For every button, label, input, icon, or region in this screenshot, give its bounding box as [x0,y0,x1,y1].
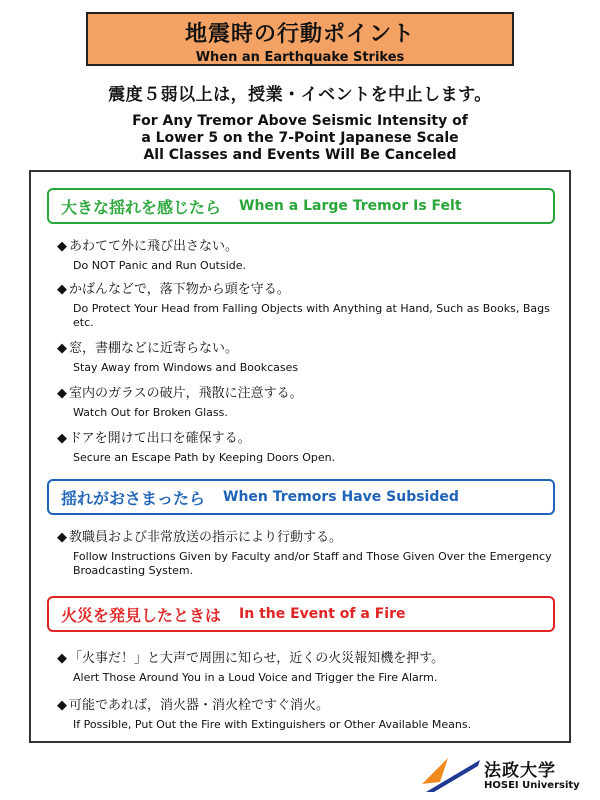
notice-en-line-2: a Lower 5 on the 7-Point Japanese Scale [141,130,459,146]
item-jp: ◆ 「火事だ！」と大声で周囲に知らせ，近くの火災報知機を押す。 [57,650,557,667]
item-en: Do Protect Your Head from Falling Objects with Anything at Hand, Such as Books, Bags etc. [73,302,550,329]
list-item [57,340,557,375]
page-title: 地震時の行動ポイント [184,22,415,47]
item-jp: ◆ 窓，書棚などに近寄らない。 [57,340,557,357]
notice-en [0,113,600,164]
section-title-jp: 火災を発見したときは [61,605,222,625]
list-item [57,430,557,465]
item-jp: ◆ ドアを開けて出口を確保する。 [57,430,557,447]
instructions-frame [29,170,571,743]
list-item [57,650,557,685]
list-item [57,238,557,273]
list-item [57,281,557,330]
item-jp: ◆ 教職員および非常放送の指示により行動する。 [57,529,557,546]
item-en: Follow Instructions Given by Faculty and/or Staff and Those Given Over the Emergency Broadcasting System. [73,550,552,577]
logo-text-jp: 法政大学 [484,761,556,781]
section-title-jp: 大きな揺れを感じたら [61,197,222,217]
list-item [57,529,557,578]
cancellation-notice [0,80,600,164]
item-en: Watch Out for Broken Glass. [73,406,228,419]
university-logo [420,752,590,798]
section-header-fire [47,596,555,632]
section-header-large-tremor [47,188,555,224]
section-title-en: When Tremors Have Subsided [223,489,459,505]
title-banner [86,12,514,66]
item-en: Do NOT Panic and Run Outside. [73,259,247,272]
section-header-tremors-subsided [47,479,555,515]
item-jp: ◆ 可能であれば，消火器・消火栓ですぐ消火。 [57,697,557,714]
list-item [57,697,557,732]
notice-en-line-1: For Any Tremor Above Seismic Intensity of [132,113,468,129]
item-jp: ◆ あわてて外に飛び出さない。 [57,238,557,255]
section-title-jp: 揺れがおさまったら [61,488,206,508]
section-title-en: When a Large Tremor Is Felt [239,198,462,214]
item-en: Alert Those Around You in a Loud Voice and Trigger the Fire Alarm. [73,671,438,684]
hosei-logo-icon [420,752,482,794]
item-jp: ◆ かばんなどで，落下物から頭を守る。 [57,281,557,298]
item-en: If Possible, Put Out the Fire with Extinguishers or Other Available Means. [73,718,472,731]
notice-jp: 震度５弱以上は，授業・イベントを中止します。 [108,85,492,105]
item-en: Stay Away from Windows and Bookcases [73,361,299,374]
list-item [57,385,557,420]
section-title-en: In the Event of a Fire [239,606,406,622]
item-jp: ◆ 室内のガラスの破片，飛散に注意する。 [57,385,557,402]
item-en: Secure an Escape Path by Keeping Doors Open. [73,451,336,464]
page-subtitle: When an Earthquake Strikes [195,50,405,65]
logo-text-en: HOSEI University [484,780,580,791]
notice-en-line-3: All Classes and Events Will Be Canceled [143,147,457,163]
